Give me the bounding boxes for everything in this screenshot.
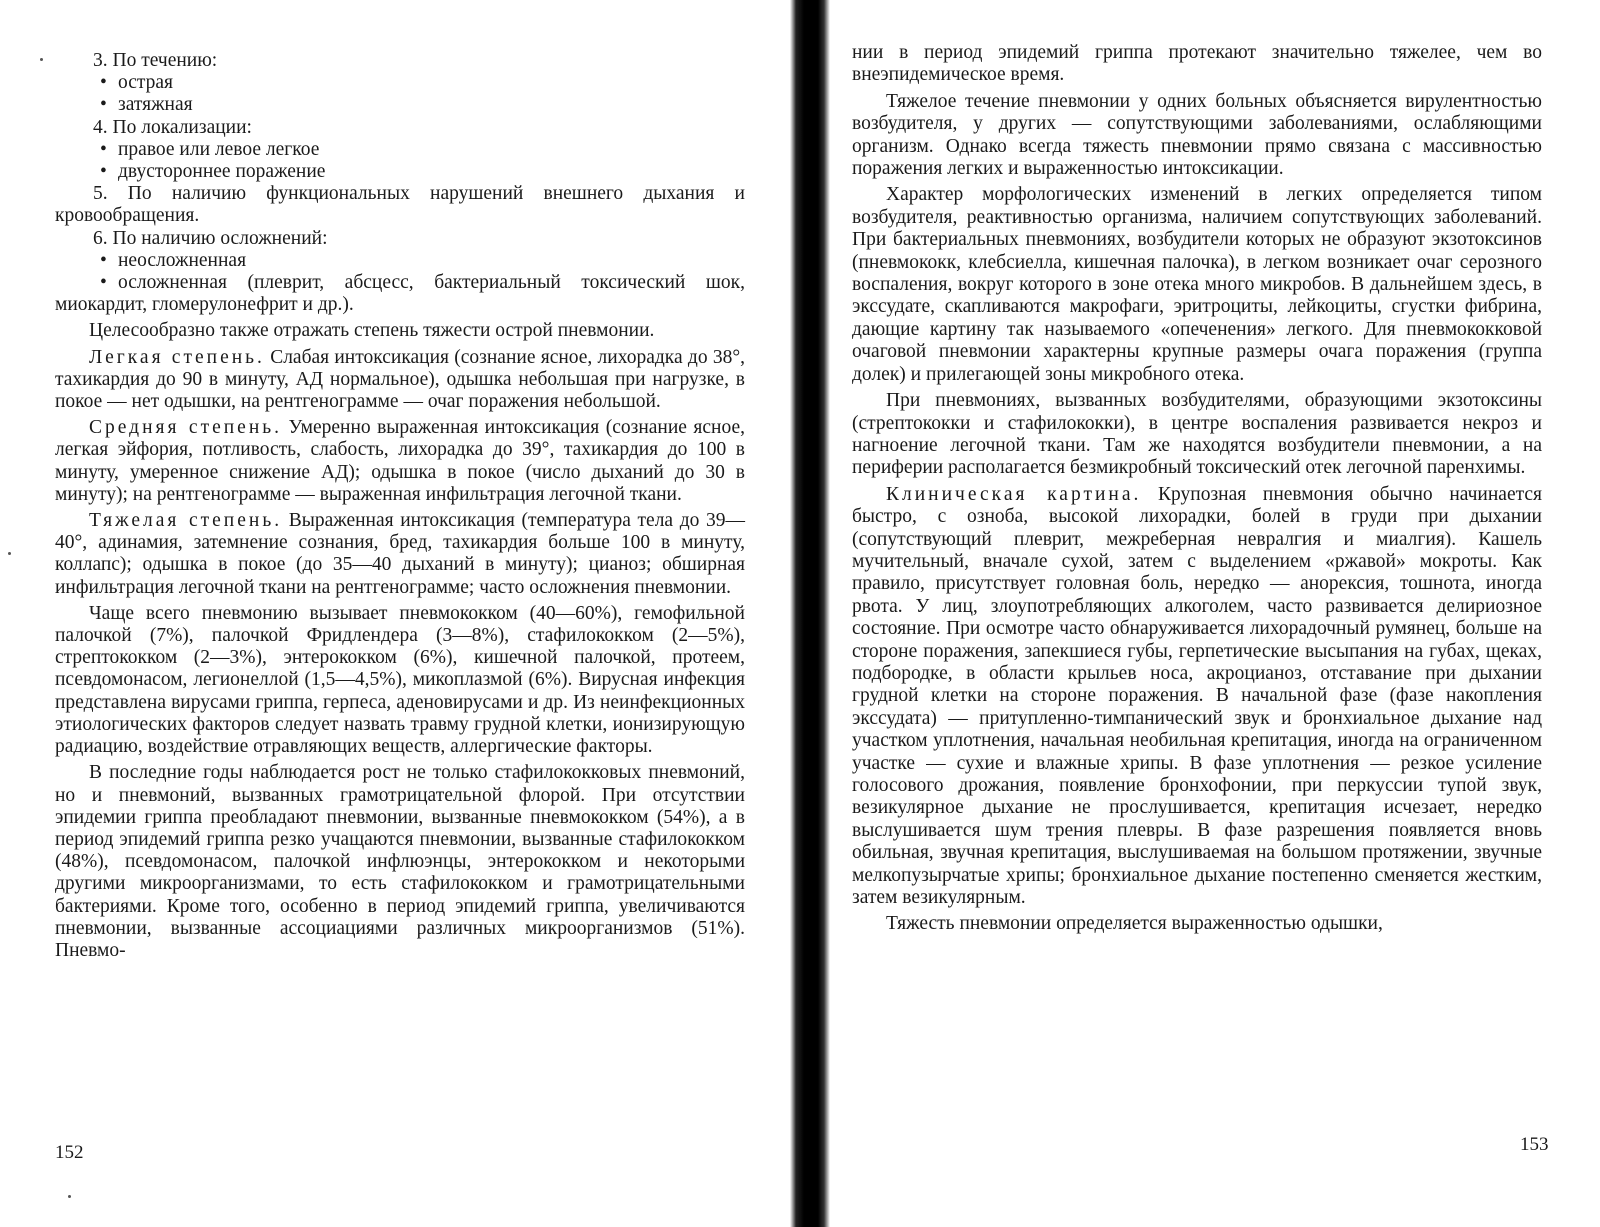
paragraph: [852, 42, 1542, 87]
paragraph-text: В последние годы наблюдается рост не только стафилококковых пневмоний, но и пневмоний, вызванных грамотрицательной флорой. При отсутствии эпидемии гриппа преобладают пневмонии, вызванные пневмококком (54%), а в период эпидемий гриппа резко учащаются пневмонии, вызванные стафилококком (48%), псевдомонасом, палочкой инфлюэнцы, энтерококком и некоторыми другими микроорганизмами, то есть стафилококком и грамотрицательными бактериями. Кроме того, особенно в период эпидемий гриппа, увеличиваются пневмонии, вызванные ассоциациями различных микроорганизмов (51%). Пневмо-: [55, 762, 745, 961]
list-item-text: осложненная (плеврит, абсцесс, бактериальный токсический шок, миокардит, гломерулонефрит и др.).: [55, 272, 745, 316]
paragraph-lead: Тяжелая степень.: [89, 510, 283, 532]
paragraph: [852, 91, 1542, 181]
page-number: 153: [1520, 1134, 1549, 1155]
list-item: [55, 94, 745, 116]
bullet-icon: •: [100, 72, 107, 94]
bullet-icon: •: [100, 138, 107, 160]
scan-speck: [40, 58, 43, 61]
paragraph-text: Чаще всего пневмонию вызывает пневмококком (40—60%), гемофильной палочкой (7%), палочкой Фридлендера (3—8%), стафилококком (2—5%), стрептококком (2—3%), энтерококком (6%), кишечной палочкой, протеем, псевдомонасом, легионеллой (1,5—4,5%), микоплазмой (6%). Вирусная инфекция представлена вирусами гриппа, герпеса, аденовирусами и др. Из неинфекционных этиологических факторов следует назвать травму грудной клетки, ионизирующую радиацию, воздействие отравляющих веществ, аллергические факторы.: [55, 602, 745, 758]
paragraph-text: Тяжелое течение пневмонии у одних больных объясняется вирулентностью возбудителя, у других — сопутствующими заболеваниями, ослабляющими организм. Однако всегда тяжесть пневмонии прямо связана с массивностью поражения легких и выраженностью интоксикации.: [852, 90, 1542, 180]
paragraph-text: При пневмониях, вызванных возбудителями, образующими экзотоксины (стрептококки и стафилококки), в центре воспаления развивается некроз и нагноение легочной ткани. Там же находятся возбудители пневмонии, а на периферии располагается безмикробный токсический отек легочной паренхимы.: [852, 390, 1542, 479]
bullet-icon: •: [100, 249, 107, 271]
book-spine: [790, 0, 830, 1227]
list-item: [55, 272, 745, 316]
scan-speck: [68, 1195, 71, 1198]
paragraph: [852, 484, 1542, 910]
bullet-icon: •: [100, 272, 107, 294]
scan-speck: [8, 552, 11, 555]
list-item: 4. По локализации:: [93, 116, 252, 138]
paragraph-text: Крупозная пневмония обычно начинается быстро, с озноба, высокой лихорадки, болей в груди при дыхании (сопутствующий плеврит, межреберная невралгия и миалгия). Кашель мучительный, вначале сухой, затем с выделением «ржавой» мокроты. Как правило, присутствует головная боль, нередко — анорексия, тошнота, иногда рвота. У лиц, злоупотребляющих алкоголем, часто развивается делириозное состояние. При осмотре часто обнаруживается лихорадочный румянец, больше на стороне поражения, запекшиеся губы, герпетические высыпания на губах, щеках, подбородке, в области крыльев носа, акроцианоз, отставание при дыхании грудной клетки на стороне поражения. В начальной фазе (фазе накопления экссудата) — притупленно-тимпанический звук и бронхиальное дыхание над участком уплотнения, начальная необильная крепитация, иногда на ограниченном участке — сухие и влажные хрипы. В фазе уплотнения — резкое усиление голосового дрожания, появление бронхофонии, при перкуссии тупой звук, везикулярное дыхание не прослушивается, крепитация исчезает, нередко выслушивается шум трения плевры. В фазе разрешения появляется вновь обильная, звучная крепитация, выслушиваемая на большом протяжении, звучные мелкопузырчатые хрипы; бронхиальное дыхание постепенно сменяется жестким, затем везикулярным.: [852, 483, 1543, 909]
paragraph-text: Умеренно выраженная интоксикация (сознание ясное, легкая эйфория, потливость, слабость, лихорадка до 39°, тахикардия до 100 в минуту, умеренное снижение АД); одышка в покое (число дыханий до 30 в минуту); на рентгенограмме — выраженная инфильтрация легочной ткани.: [55, 417, 745, 505]
list-item-text: правое или левое легкое: [118, 138, 320, 160]
paragraph: [852, 390, 1542, 480]
list-item-text: неосложненная: [118, 249, 247, 271]
paragraph-text: Выраженная интоксикация (температура тела до 39—40°, адинамия, затемнение сознания, бред, тахикардия больше 100 в минуту, коллапс); одышка в покое (до 35—40 дыханий в минуту); цианоз; обширная инфильтрация легочной ткани на рентгенограмме; часто осложнения пневмонии.: [55, 510, 745, 598]
paragraph: [55, 510, 745, 599]
paragraph-text: Целесообразно также отражать степень тяжести острой пневмонии.: [89, 320, 655, 342]
page-number: 152: [55, 1142, 84, 1163]
paragraph: [55, 347, 745, 414]
left-page-text: [55, 50, 745, 962]
list-item-text: затяжная: [118, 94, 193, 116]
paragraph-lead: Средняя степень.: [89, 417, 283, 439]
paragraph: [55, 762, 745, 962]
paragraph: [852, 913, 1542, 935]
paragraph: [55, 417, 745, 506]
bullet-icon: •: [100, 94, 107, 116]
paragraph: [852, 184, 1542, 386]
bullet-icon: •: [100, 161, 107, 183]
paragraph-text: Слабая интоксикация (сознание ясное, лихорадка до 38°, тахикардия до 90 в минуту, АД нормальное), одышка небольшая при нагрузке, в покое — нет одышки, на рентгенограмме — очаг поражения небольшой.: [55, 346, 745, 413]
list-item: 3. По течению:: [93, 50, 218, 71]
list-item-text: двустороннее поражение: [118, 161, 326, 183]
paragraph-text: нии в период эпидемий гриппа протекают значительно тяжелее, чем во внеэпидемическое время.: [852, 42, 1542, 86]
paragraph-lead: Легкая степень.: [89, 346, 265, 368]
list-item-text: острая: [118, 72, 174, 94]
list-item: 5. По наличию функциональных нарушений внешнего дыхания и кровообращения.: [55, 183, 745, 227]
right-page-text: [852, 42, 1542, 936]
list-item: 6. По наличию осложнений:: [93, 227, 328, 249]
paragraph: [55, 603, 745, 758]
paragraph: [55, 320, 745, 342]
list-item: [55, 161, 745, 183]
list-item: [55, 139, 745, 161]
paragraph-text: Характер морфологических изменений в легких определяется типом возбудителя, реактивностью организма, наличием сопутствующих заболеваний. При бактериальных пневмониях, возбудители которых не образуют экзотоксинов (пневмококк, клебсиелла, кишечная палочка), в легком возникает очаг серозного воспаления, вокруг которого в зоне отека много микробов. В дальнейшем здесь, в экссудате, скапливаются макрофаги, эритроциты, лейкоциты, сгустки фибрина, дающие картину так называемого «опеченения» легкого. Для пневмококковой очаговой пневмонии характерны крупные размеры очага поражения (группа долек) и прилегающей зоны микробного отека.: [852, 184, 1542, 385]
paragraph-lead: Клиническая картина.: [886, 483, 1142, 505]
paragraph-text: Тяжесть пневмонии определяется выраженностью одышки,: [886, 913, 1383, 935]
list-item: [55, 250, 745, 272]
right-page: [830, 0, 1600, 1227]
left-page: [0, 0, 790, 1227]
list-item: [55, 72, 745, 94]
